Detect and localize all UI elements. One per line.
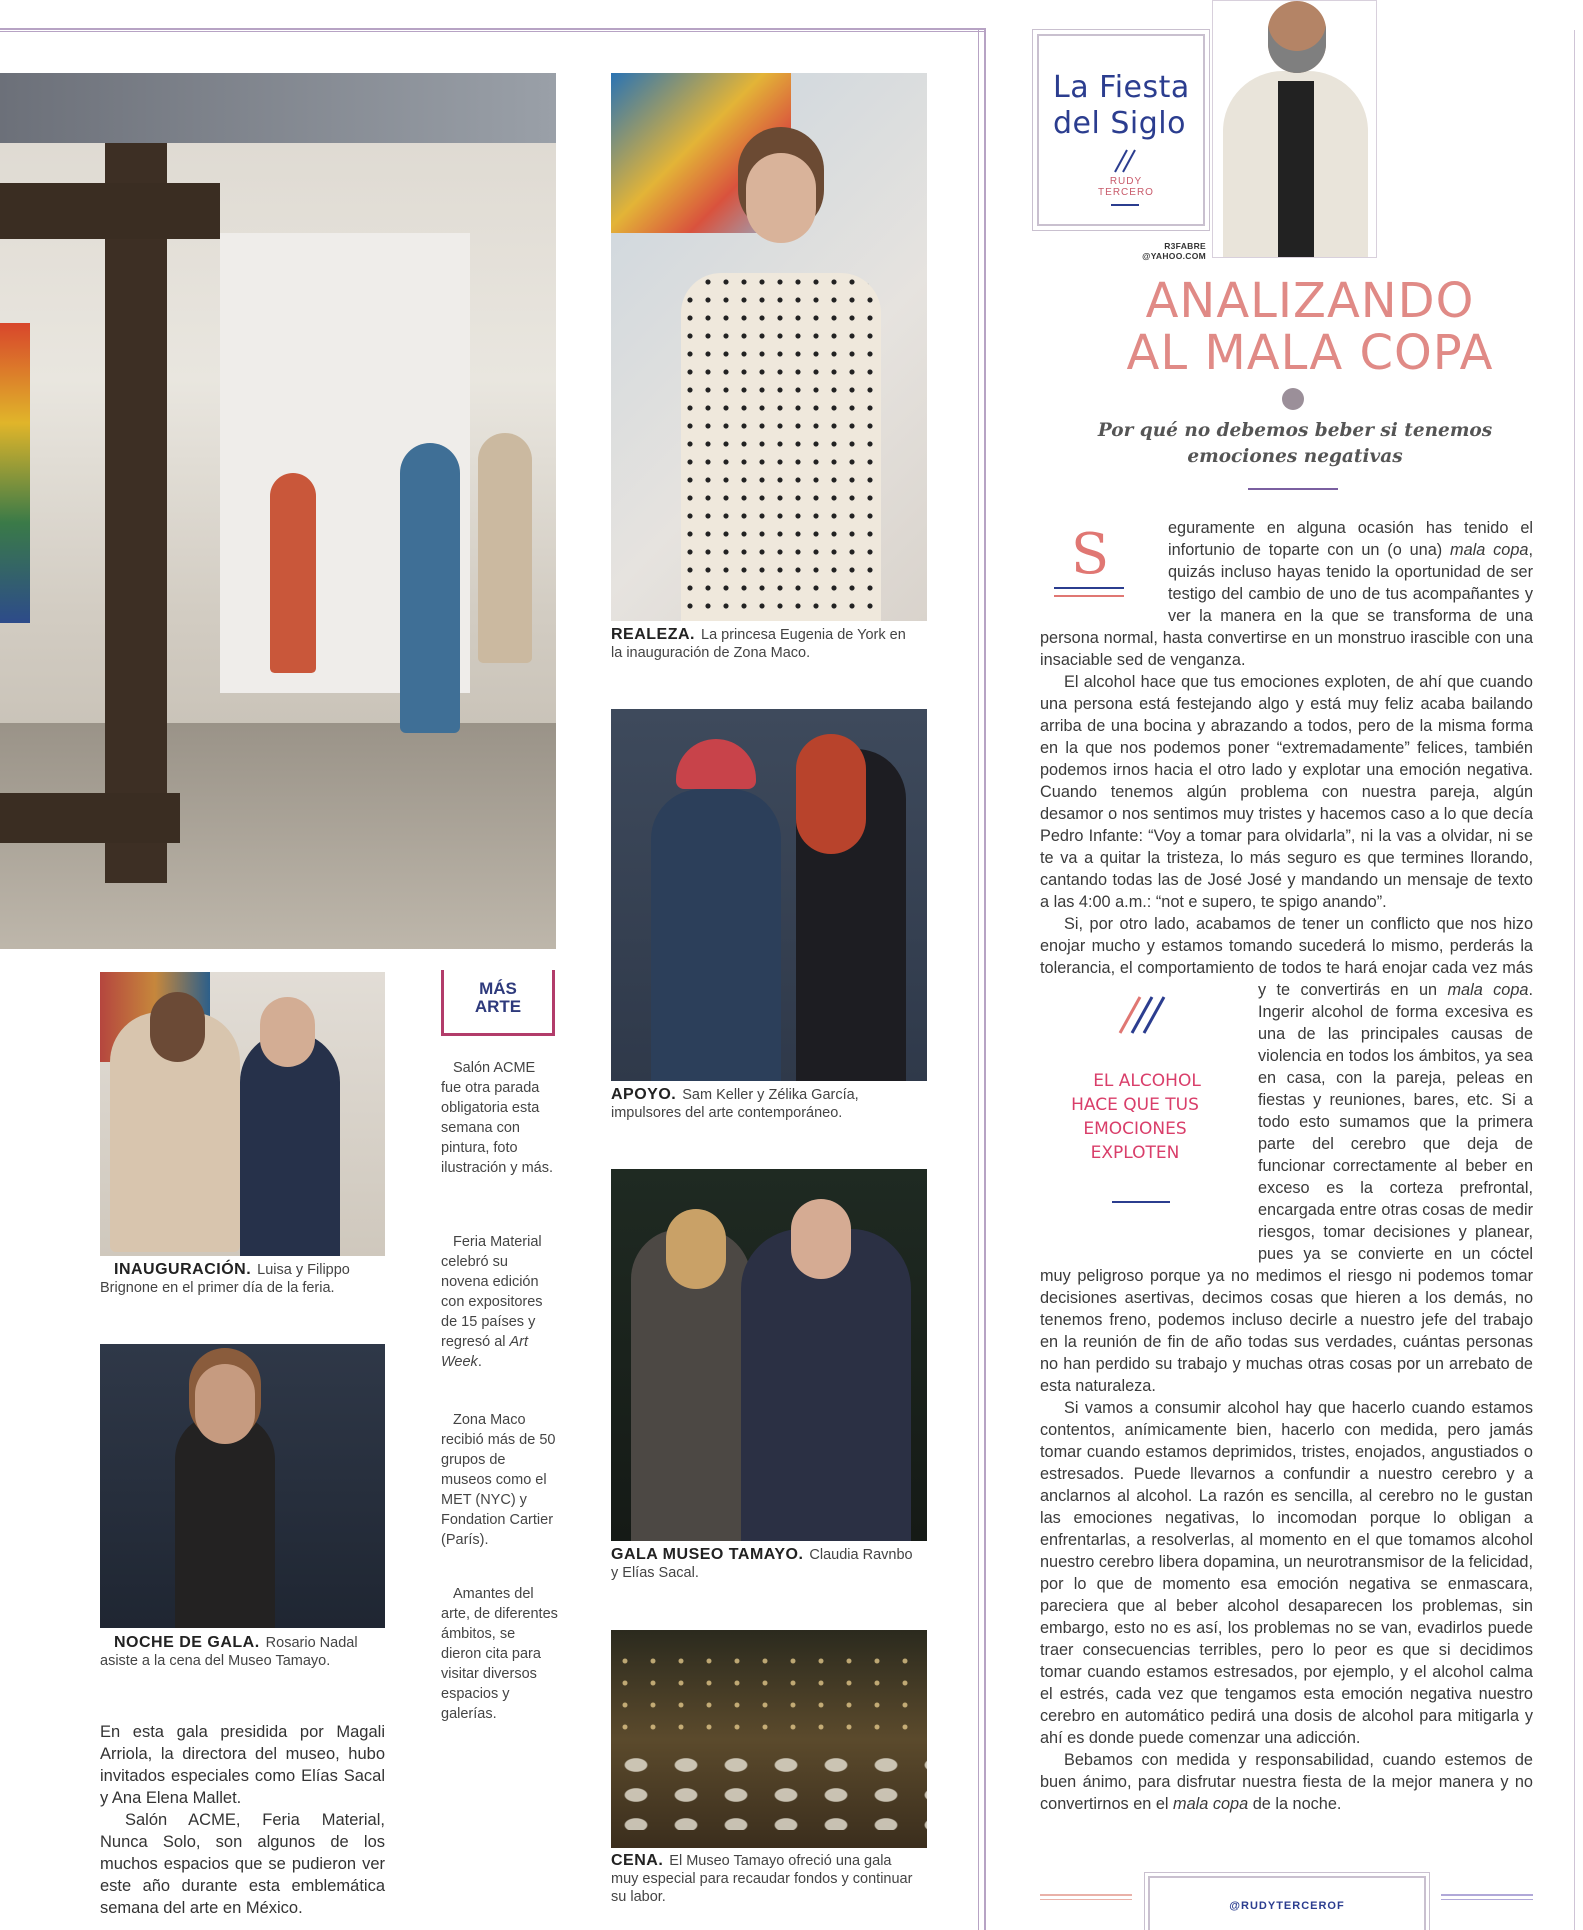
headline-line-1: ANALIZANDO: [1145, 273, 1475, 329]
mas-arte-title-1: MÁS: [479, 979, 517, 998]
dropcap: [1040, 517, 1160, 613]
article-paragraph: [1040, 913, 1533, 1397]
caption-text: Sam Keller y Zélika García, impulsores del arte contemporáneo.: [611, 1087, 859, 1121]
text: eguramente en alguna ocasión has tenido el infortunio de toparte con un (o una): [1168, 519, 1533, 559]
slashes-icon: [1112, 989, 1172, 1039]
logo-line-2: del Siglo: [1053, 106, 1186, 141]
caption-lead: GALA MUSEO TAMAYO.: [611, 1546, 804, 1563]
article-headline: [1040, 275, 1580, 379]
text: Bebamos con medida y responsabilidad, cuando estemos de buen ánimo, para disfrutar nuestra fiesta de la mejor manera y no convertirnos en el: [1040, 1751, 1533, 1813]
realeza-photo: [611, 73, 927, 621]
note-text: Feria Material celebró su novena edición con expositores de 15 países y regresó al: [441, 1234, 543, 1350]
apoyo-caption: [611, 1086, 921, 1122]
page-frame-column-rule: [978, 30, 986, 1930]
left-paragraph: En esta gala presidida por Magali Arriola, la directora del museo, hubo invitados especiales como Elías Sacal y Ana Elena Mallet.: [100, 1723, 385, 1807]
emphasis: mala copa: [1173, 1795, 1249, 1813]
noche-caption: [100, 1634, 390, 1670]
footer-rule-left: [1040, 1894, 1132, 1900]
mas-arte-title-2: ARTE: [474, 997, 522, 1016]
sidebar-note-feria-material: [441, 1232, 559, 1372]
caption-text: La princesa Eugenia de York en la inauguración de Zona Maco.: [611, 627, 906, 661]
footer-rule-right: [1441, 1894, 1533, 1900]
caption-text: Rosario Nadal asiste a la cena del Museo Tamayo.: [100, 1635, 358, 1669]
column-logo: [1037, 34, 1205, 226]
inauguracion-photo: [100, 972, 385, 1256]
page-frame-top-rule: [0, 28, 986, 32]
pull-quote-text: EL ALCOHOL HACE QUE TUS EMOCIONES EXPLOTEN: [1071, 1071, 1201, 1163]
text: . Ingerir alcohol de forma excesiva es una de las principales causas de violencia en todos los ámbitos, ya sea en casa, con la pareja, peleas en fiestas y reuniones, bares, etc. Si a todo esto sumamos que la primera parte del cerebro que deja de funcionar correctamente al beber en exceso es la corteza prefrontal, encargada entre otras cosas de medir riesgos, tomar decisiones y planear, pues ya se convierte en un cóctel muy peligroso porque ya no medimos el riesgo ni podemos tomar decisiones asertivas, decimos cosas que hieren a los demás, no tenemos freno, podemos incluso decirle a nuestro jefe del trabajo en la reunión de fin de año todas sus verdades, cuántas personas no han perdido su trabajo y muchas otras cosas por un arrebato de esta naturaleza.: [1040, 981, 1533, 1395]
sidebar-note-zona-maco: Zona Maco recibió más de 50 grupos de museos como el MET (NYC) y Fondation Cartier (París).: [441, 1412, 556, 1548]
slashes-icon: [1111, 146, 1141, 176]
caption-lead: REALEZA.: [611, 626, 695, 643]
pull-quote: [1040, 979, 1250, 1251]
apoyo-photo: [611, 709, 927, 1081]
sidebar-note-acme: Salón ACME fue otra parada obligatoria esta semana con pintura, foto ilustración y más.: [441, 1060, 554, 1176]
caption-lead: INAUGURACIÓN.: [114, 1261, 252, 1278]
caption-lead: CENA.: [611, 1852, 664, 1869]
author-email: [1120, 241, 1206, 261]
noche-de-gala-photo: [100, 1344, 385, 1628]
sidebar-note-amantes: Amantes del arte, de diferentes ámbitos, se dieron cita para visitar diversos espacios y galerías.: [441, 1586, 558, 1722]
emphasis: mala copa: [1447, 981, 1529, 999]
left-paragraph: Salón ACME, Feria Material, Nunca Solo, son algunos de los muchos espacios que se pudieron ver este año durante esta emblemática semana del arte en México.: [100, 1811, 385, 1917]
headline-dot: [1282, 388, 1304, 410]
caption-lead: NOCHE DE GALA.: [114, 1634, 260, 1651]
caption-text: El Museo Tamayo ofreció una gala muy especial para recaudar fondos y continuar su labor.: [611, 1853, 913, 1905]
article-subhead: Por qué no debemos beber si tenemos emociones negativas: [1097, 420, 1493, 467]
emphasis: mala copa: [1450, 541, 1529, 559]
headline-line-2: AL MALA COPA: [1126, 325, 1494, 381]
inauguracion-caption: [100, 1261, 390, 1297]
logo-line-1: La Fiesta: [1053, 70, 1190, 105]
cena-photo: [611, 1630, 927, 1848]
caption-text: Luisa y Filippo Brignone en el primer día de la feria.: [100, 1262, 350, 1296]
gallery-photo: [0, 73, 556, 949]
caption-text: Claudia Ravnbo y Elías Sacal.: [611, 1547, 913, 1581]
gala-caption: [611, 1546, 921, 1582]
dropcap-letter: S: [1070, 522, 1110, 587]
gala-tamayo-photo: [611, 1169, 927, 1541]
caption-lead: APOYO.: [611, 1086, 677, 1103]
mas-arte-heading: [441, 970, 555, 1036]
social-handle-box: [1148, 1876, 1426, 1930]
text: , quizás incluso hayas tenido la oportunidad de ser testigo del cambio de uno de tus acompañantes y ver la manera en la que se transforma de una persona normal, hasta convertirse en un monstruo irascible con una insaciable sed de venganza.: [1040, 541, 1533, 669]
email-line-2: @YAHOO.COM: [1142, 251, 1206, 261]
text: Si, por otro lado, acabamos de tener un conflicto que nos hizo enojar mucho y estamos tomando sucederá lo mismo, perderás la tolerancia, el comportamiento de todos te hará enojar cada vez más y te convertirás en un: [1040, 915, 1533, 999]
author-photo: [1212, 0, 1377, 258]
note-text-end: .: [477, 1354, 482, 1370]
social-handle[interactable]: @RUDYTERCEROF: [1229, 1900, 1345, 1912]
article-paragraph: Si vamos a consumir alcohol hay que hacerlo cuando estamos contentos, anímicamente bien, hacerlo con medida, pero jamás tomar cuando estamos deprimidos, tristes, enojados, angustiados o estresados. Puede llevarnos a confundir a nuestro cerebro y a anclarnos al alcohol. La razón es sencilla, al cerebro no le gustan las emociones negativas, lo incomodan porque lo obligan a enfrentarlas, a resolverlas, al momento en el que tomamos alcohol nuestro cerebro libera dopamina, un neurotransmisor de la felicidad, por lo que de momento esa emoción negativa se enmascara, pareciera que al beber alcohol desaparecen los problemas, sin embargo, esto no es así, los problemas no se van, evadirlos puede traer consecuencias terribles, pero lo peor es que si decidimos tomar cuando estamos estresados, por ejemplo, y el alcohol calma el estrés, cada vez que tengamos esta emoción negativa nuestro cerebro en automático pedirá una dosis de alcohol para mitigarla y ahí es donde puede comenzar una adicción.: [1040, 1399, 1533, 1747]
article-paragraph: El alcohol hace que tus emociones exploten, de ahí que cuando una persona está festejando algo y está muy feliz acaba bailando arriba de una bocina y abrazando a todos, pero de la misma forma en la que nos podemos poner “extremadamente” felices, también podemos irnos hacia el otro lado y explotar una emoción negativa. Cuando tenemos algún problema con nuestra pareja, algún desamor o nos sentimos muy tristes y hacemos caso a lo que decía Pedro Infante: “Voy a tomar para olvidarla”, ni la vas a olvidar, ni se te va a quitar la tristeza, lo más seguro es que termines llorando, cantando todas las de José José y mandando un mensaje de texto a las 4:00 a.m.: “not e supero, te spigo anando”.: [1040, 673, 1533, 911]
byline-1: RUDY: [1109, 176, 1143, 187]
realeza-caption: [611, 626, 921, 662]
article-paragraph: [1040, 1749, 1533, 1815]
left-body-text: [100, 1721, 385, 1919]
article-body: [1040, 517, 1533, 1815]
text: de la noche.: [1248, 1795, 1342, 1813]
byline-2: TERCERO: [1098, 187, 1154, 198]
subhead-rule: [1248, 488, 1338, 490]
email-line-1: R3FABRE: [1164, 241, 1206, 251]
note-emphasis: Art Week: [441, 1334, 529, 1370]
cena-caption: [611, 1852, 921, 1906]
